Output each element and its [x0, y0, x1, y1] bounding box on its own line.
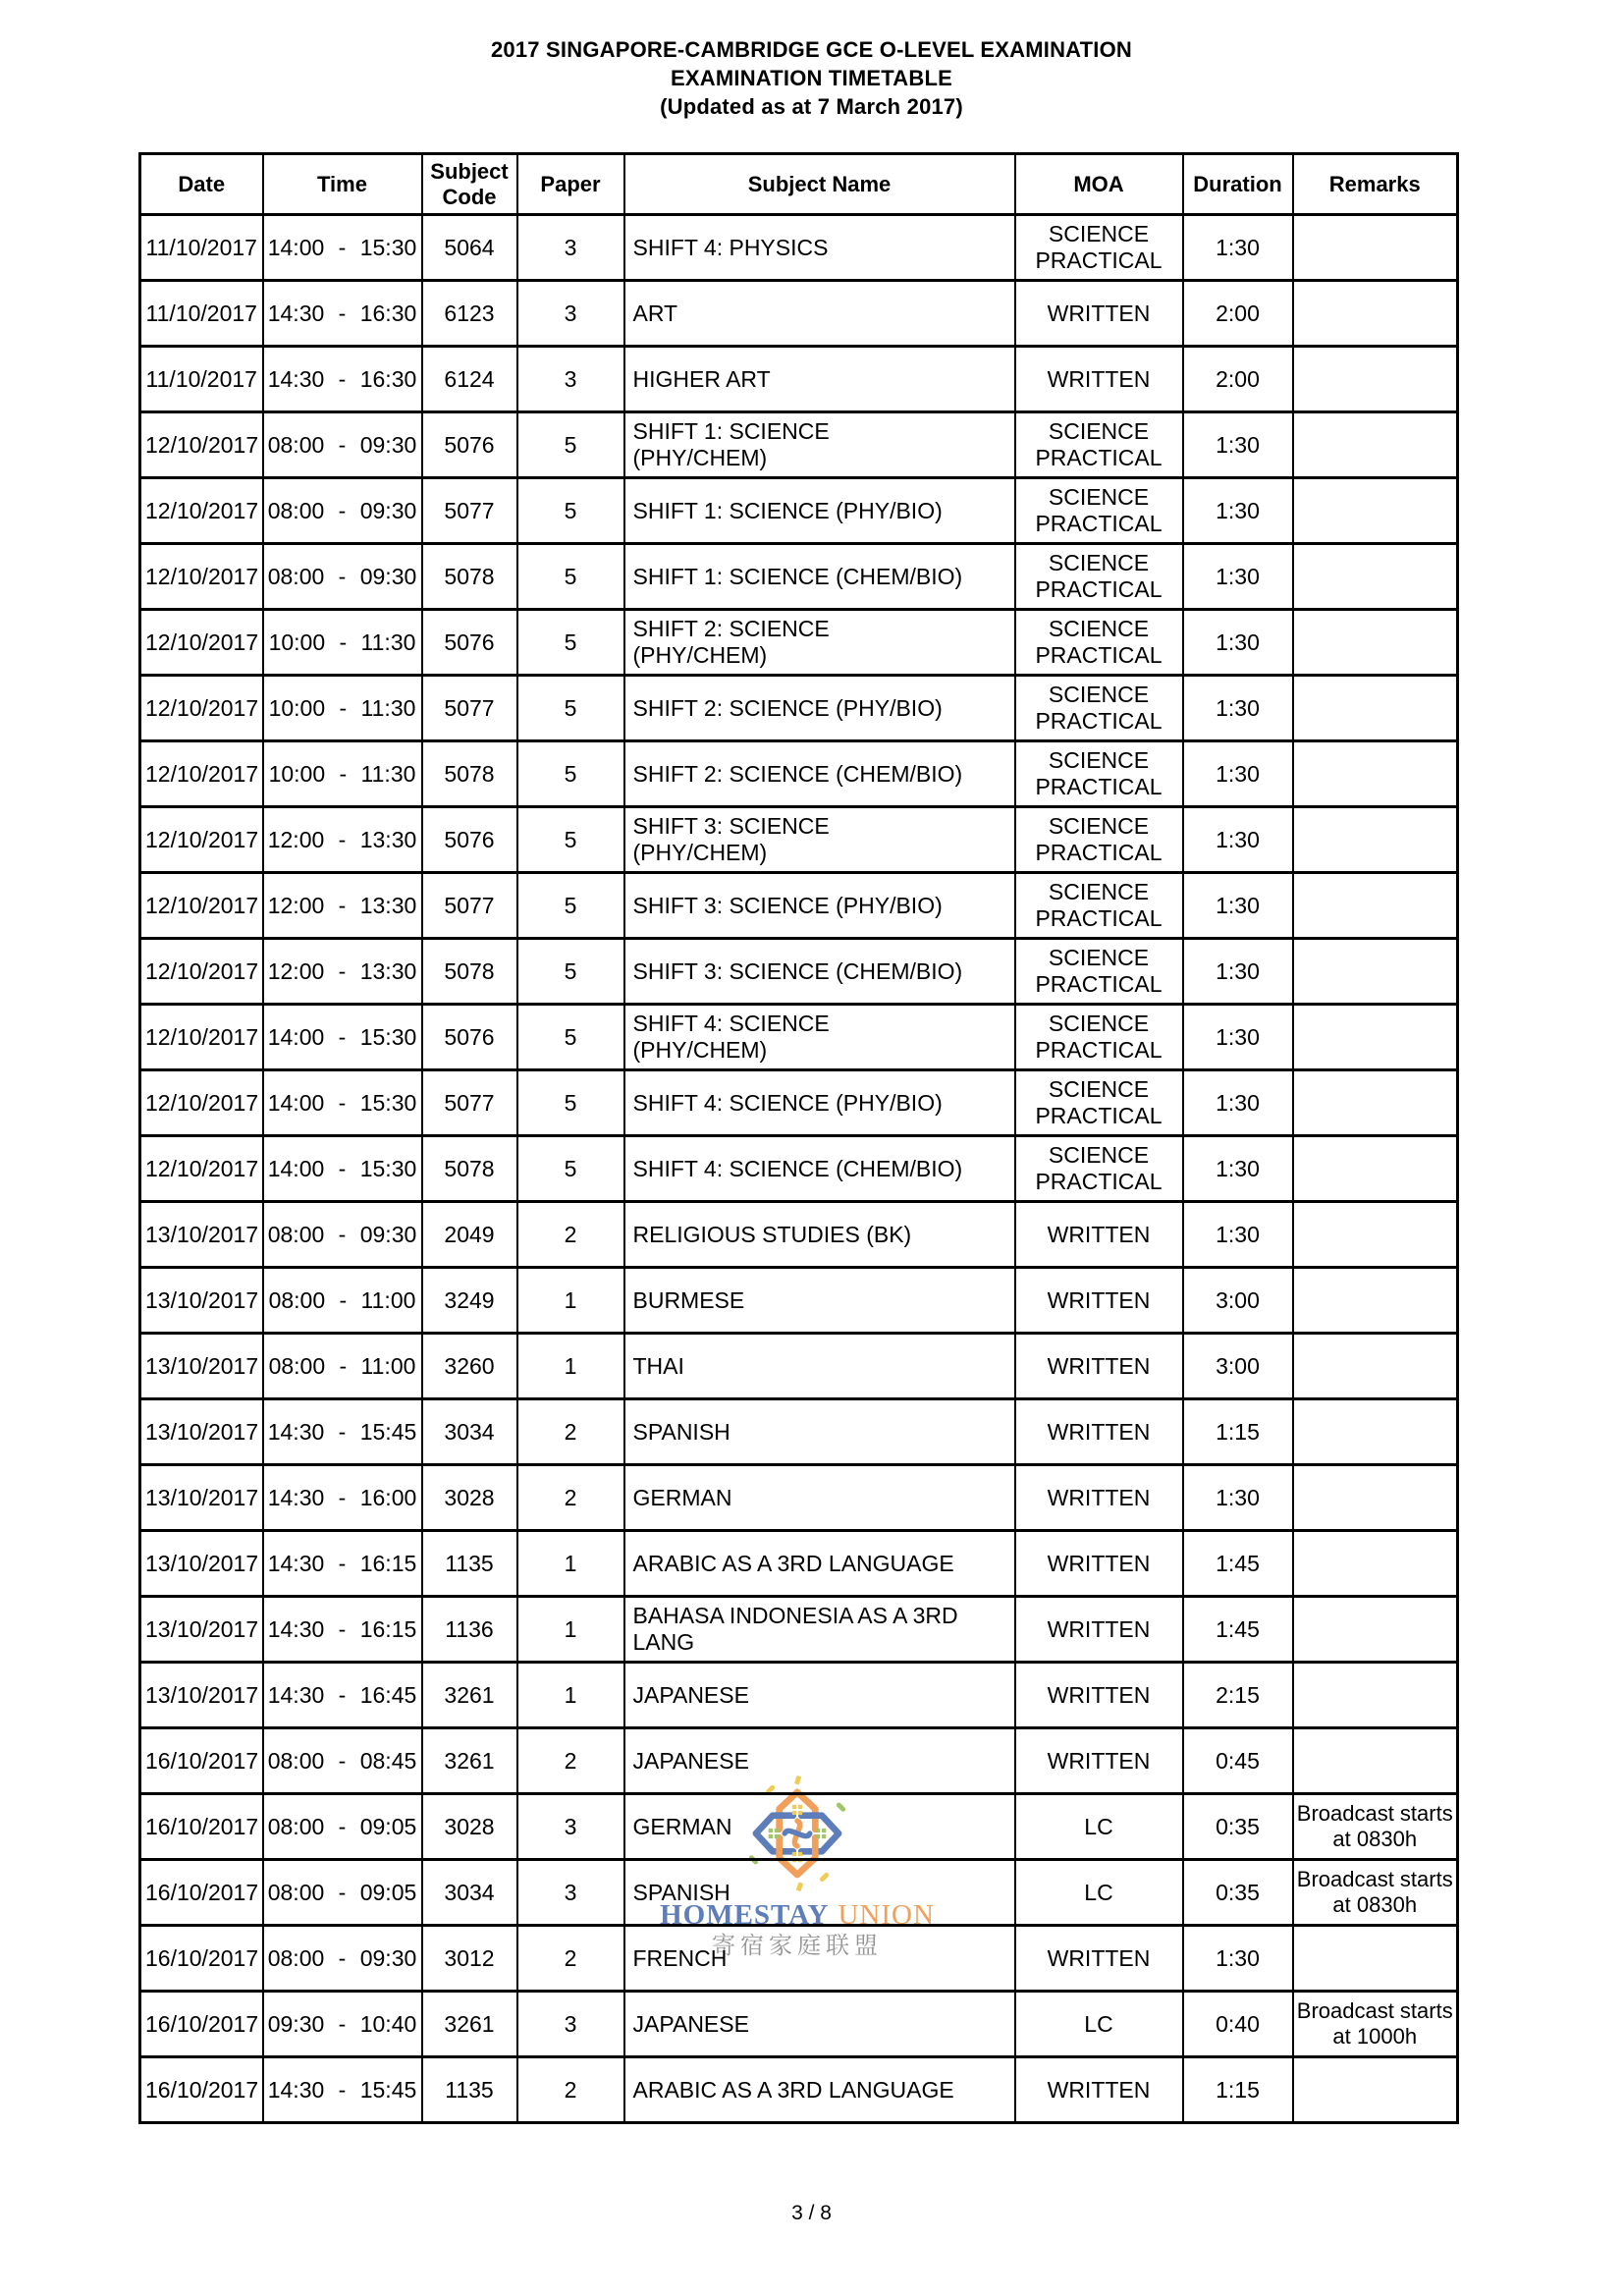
cell-moa: LC — [1015, 1794, 1183, 1860]
cell-time: 12:00 - 13:30 — [263, 939, 422, 1005]
cell-remarks — [1293, 1465, 1458, 1531]
table-row — [140, 1728, 1458, 1794]
cell-date: 12/10/2017 — [140, 1005, 263, 1070]
cell-code: 5078 — [422, 741, 517, 807]
cell-time: 14:00 - 15:30 — [263, 1070, 422, 1136]
table-row — [140, 2057, 1458, 2123]
cell-paper: 3 — [517, 215, 624, 281]
cell-moa: WRITTEN — [1015, 1597, 1183, 1663]
cell-paper: 2 — [517, 2057, 624, 2123]
cell-time: 08:00 - 09:30 — [263, 1202, 422, 1268]
table-row — [140, 1860, 1458, 1926]
cell-duration: 1:30 — [1183, 1202, 1293, 1268]
table-row — [140, 347, 1458, 412]
column-header-name: Subject Name — [624, 154, 1015, 215]
cell-duration: 1:30 — [1183, 215, 1293, 281]
cell-paper: 5 — [517, 1136, 624, 1202]
cell-code: 5076 — [422, 610, 517, 676]
cell-moa: SCIENCE PRACTICAL — [1015, 478, 1183, 544]
cell-paper: 2 — [517, 1728, 624, 1794]
cell-remarks — [1293, 1531, 1458, 1597]
cell-time: 14:30 - 16:45 — [263, 1663, 422, 1728]
column-header-code: Subject Code — [422, 154, 517, 215]
cell-code: 1135 — [422, 1531, 517, 1597]
cell-date: 13/10/2017 — [140, 1268, 263, 1334]
cell-name: SHIFT 3: SCIENCE (PHY/BIO) — [624, 873, 1015, 939]
cell-moa: WRITTEN — [1015, 1202, 1183, 1268]
cell-duration: 0:40 — [1183, 1992, 1293, 2057]
cell-moa: SCIENCE PRACTICAL — [1015, 1136, 1183, 1202]
cell-name: SHIFT 4: SCIENCE (PHY/CHEM) — [624, 1005, 1015, 1070]
cell-code: 5064 — [422, 215, 517, 281]
cell-moa: SCIENCE PRACTICAL — [1015, 1070, 1183, 1136]
cell-date: 12/10/2017 — [140, 939, 263, 1005]
cell-moa: WRITTEN — [1015, 1334, 1183, 1399]
table-row — [140, 1663, 1458, 1728]
cell-date: 12/10/2017 — [140, 741, 263, 807]
cell-paper: 5 — [517, 939, 624, 1005]
cell-code: 3028 — [422, 1465, 517, 1531]
cell-time: 14:00 - 15:30 — [263, 1136, 422, 1202]
cell-remarks — [1293, 1005, 1458, 1070]
cell-duration: 1:30 — [1183, 807, 1293, 873]
cell-remarks — [1293, 1268, 1458, 1334]
cell-time: 08:00 - 11:00 — [263, 1334, 422, 1399]
cell-duration: 1:30 — [1183, 1005, 1293, 1070]
cell-duration: 1:30 — [1183, 1070, 1293, 1136]
table-row — [140, 1005, 1458, 1070]
cell-date: 11/10/2017 — [140, 281, 263, 347]
table-row — [140, 1597, 1458, 1663]
cell-moa: WRITTEN — [1015, 1531, 1183, 1597]
cell-remarks — [1293, 1202, 1458, 1268]
cell-name: JAPANESE — [624, 1992, 1015, 2057]
cell-code: 1135 — [422, 2057, 517, 2123]
updated-date-note: (Updated as at 7 March 2017) — [660, 94, 963, 119]
table-row — [140, 610, 1458, 676]
cell-remarks — [1293, 1070, 1458, 1136]
cell-date: 12/10/2017 — [140, 610, 263, 676]
cell-moa: LC — [1015, 1992, 1183, 2057]
cell-date: 13/10/2017 — [140, 1663, 263, 1728]
cell-date: 13/10/2017 — [140, 1531, 263, 1597]
cell-time: 10:00 - 11:30 — [263, 676, 422, 741]
document-title: 2017 SINGAPORE-CAMBRIDGE GCE O-LEVEL EXAMINATION — [491, 37, 1132, 62]
cell-date: 12/10/2017 — [140, 873, 263, 939]
cell-name: HIGHER ART — [624, 347, 1015, 412]
cell-duration: 1:30 — [1183, 610, 1293, 676]
cell-date: 13/10/2017 — [140, 1399, 263, 1465]
cell-name: GERMAN — [624, 1794, 1015, 1860]
cell-code: 3034 — [422, 1399, 517, 1465]
cell-remarks — [1293, 939, 1458, 1005]
cell-time: 08:00 - 09:05 — [263, 1860, 422, 1926]
cell-date: 11/10/2017 — [140, 215, 263, 281]
cell-time: 08:00 - 09:30 — [263, 1926, 422, 1992]
cell-remarks — [1293, 741, 1458, 807]
cell-time: 12:00 - 13:30 — [263, 807, 422, 873]
table-row — [140, 478, 1458, 544]
cell-paper: 2 — [517, 1465, 624, 1531]
cell-duration: 0:35 — [1183, 1794, 1293, 1860]
cell-moa: SCIENCE PRACTICAL — [1015, 1005, 1183, 1070]
cell-duration: 2:15 — [1183, 1663, 1293, 1728]
cell-code: 3261 — [422, 1728, 517, 1794]
cell-name: GERMAN — [624, 1465, 1015, 1531]
cell-paper: 5 — [517, 478, 624, 544]
cell-name: THAI — [624, 1334, 1015, 1399]
cell-date: 12/10/2017 — [140, 1070, 263, 1136]
watermark-brand-primary: HOMESTAY — [660, 1899, 830, 1931]
table-row — [140, 1202, 1458, 1268]
cell-remarks — [1293, 1597, 1458, 1663]
cell-name: JAPANESE — [624, 1663, 1015, 1728]
cell-time: 14:30 - 16:30 — [263, 281, 422, 347]
cell-duration: 3:00 — [1183, 1268, 1293, 1334]
cell-duration: 1:30 — [1183, 1926, 1293, 1992]
cell-date: 13/10/2017 — [140, 1202, 263, 1268]
cell-moa: WRITTEN — [1015, 347, 1183, 412]
cell-paper: 5 — [517, 1070, 624, 1136]
table-row — [140, 1399, 1458, 1465]
cell-moa: WRITTEN — [1015, 1268, 1183, 1334]
cell-moa: SCIENCE PRACTICAL — [1015, 873, 1183, 939]
cell-remarks — [1293, 610, 1458, 676]
document-header — [0, 35, 1623, 121]
cell-time: 14:00 - 15:30 — [263, 215, 422, 281]
cell-code: 3012 — [422, 1926, 517, 1992]
cell-moa: SCIENCE PRACTICAL — [1015, 610, 1183, 676]
cell-time: 08:00 - 11:00 — [263, 1268, 422, 1334]
cell-remarks — [1293, 807, 1458, 873]
cell-time: 14:30 - 16:00 — [263, 1465, 422, 1531]
cell-code: 5078 — [422, 544, 517, 610]
cell-name: SHIFT 2: SCIENCE (CHEM/BIO) — [624, 741, 1015, 807]
cell-duration: 1:30 — [1183, 412, 1293, 478]
cell-time: 14:30 - 16:30 — [263, 347, 422, 412]
column-header-remarks: Remarks — [1293, 154, 1458, 215]
table-row — [140, 1531, 1458, 1597]
cell-name: SPANISH — [624, 1399, 1015, 1465]
cell-code: 5077 — [422, 873, 517, 939]
cell-duration: 1:30 — [1183, 544, 1293, 610]
table-row — [140, 741, 1458, 807]
cell-duration: 2:00 — [1183, 347, 1293, 412]
cell-moa: WRITTEN — [1015, 1926, 1183, 1992]
cell-date: 13/10/2017 — [140, 1465, 263, 1531]
column-header-time: Time — [263, 154, 422, 215]
cell-date: 13/10/2017 — [140, 1597, 263, 1663]
cell-remarks: Broadcast starts at 0830h — [1293, 1860, 1458, 1926]
cell-code: 5076 — [422, 807, 517, 873]
cell-name: SHIFT 4: SCIENCE (CHEM/BIO) — [624, 1136, 1015, 1202]
table-row — [140, 873, 1458, 939]
cell-paper: 5 — [517, 676, 624, 741]
cell-paper: 1 — [517, 1334, 624, 1399]
cell-duration: 1:30 — [1183, 676, 1293, 741]
cell-duration: 1:30 — [1183, 939, 1293, 1005]
cell-paper: 5 — [517, 544, 624, 610]
watermark-brand-secondary: UNION — [838, 1899, 935, 1931]
cell-duration: 2:00 — [1183, 281, 1293, 347]
cell-code: 6124 — [422, 347, 517, 412]
cell-duration: 1:30 — [1183, 741, 1293, 807]
cell-time: 14:30 - 16:15 — [263, 1597, 422, 1663]
cell-time: 10:00 - 11:30 — [263, 610, 422, 676]
cell-code: 5077 — [422, 478, 517, 544]
cell-time: 10:00 - 11:30 — [263, 741, 422, 807]
table-row — [140, 1794, 1458, 1860]
cell-time: 14:30 - 16:15 — [263, 1531, 422, 1597]
cell-time: 14:30 - 15:45 — [263, 2057, 422, 2123]
cell-remarks — [1293, 1399, 1458, 1465]
cell-paper: 1 — [517, 1597, 624, 1663]
cell-date: 12/10/2017 — [140, 544, 263, 610]
cell-paper: 1 — [517, 1663, 624, 1728]
cell-name: ARABIC AS A 3RD LANGUAGE — [624, 1531, 1015, 1597]
cell-code: 2049 — [422, 1202, 517, 1268]
cell-name: RELIGIOUS STUDIES (BK) — [624, 1202, 1015, 1268]
cell-date: 12/10/2017 — [140, 807, 263, 873]
table-row — [140, 544, 1458, 610]
cell-remarks — [1293, 544, 1458, 610]
cell-code: 5076 — [422, 412, 517, 478]
cell-name: SHIFT 3: SCIENCE (PHY/CHEM) — [624, 807, 1015, 873]
cell-remarks — [1293, 2057, 1458, 2123]
cell-name: FRENCH — [624, 1926, 1015, 1992]
cell-date: 12/10/2017 — [140, 478, 263, 544]
table-row — [140, 1992, 1458, 2057]
cell-code: 3260 — [422, 1334, 517, 1399]
cell-code: 3028 — [422, 1794, 517, 1860]
cell-remarks — [1293, 1334, 1458, 1399]
cell-paper: 3 — [517, 1794, 624, 1860]
cell-paper: 2 — [517, 1399, 624, 1465]
cell-remarks — [1293, 412, 1458, 478]
cell-name: ART — [624, 281, 1015, 347]
cell-name: BAHASA INDONESIA AS A 3RD LANG — [624, 1597, 1015, 1663]
cell-remarks — [1293, 1926, 1458, 1992]
cell-date: 13/10/2017 — [140, 1334, 263, 1399]
cell-paper: 5 — [517, 610, 624, 676]
page-number: 3 / 8 — [791, 2202, 832, 2224]
cell-duration: 1:30 — [1183, 478, 1293, 544]
cell-duration: 0:35 — [1183, 1860, 1293, 1926]
table-row — [140, 412, 1458, 478]
cell-paper: 1 — [517, 1531, 624, 1597]
cell-date: 16/10/2017 — [140, 1728, 263, 1794]
cell-moa: WRITTEN — [1015, 1728, 1183, 1794]
table-row — [140, 1268, 1458, 1334]
cell-time: 08:00 - 09:30 — [263, 544, 422, 610]
cell-date: 16/10/2017 — [140, 1860, 263, 1926]
cell-remarks — [1293, 478, 1458, 544]
cell-duration: 0:45 — [1183, 1728, 1293, 1794]
cell-paper: 2 — [517, 1202, 624, 1268]
column-header-date: Date — [140, 154, 263, 215]
cell-time: 08:00 - 09:30 — [263, 412, 422, 478]
table-row — [140, 939, 1458, 1005]
column-header-paper: Paper — [517, 154, 624, 215]
cell-paper: 3 — [517, 281, 624, 347]
cell-moa: WRITTEN — [1015, 1399, 1183, 1465]
cell-duration: 3:00 — [1183, 1334, 1293, 1399]
cell-date: 11/10/2017 — [140, 347, 263, 412]
cell-moa: SCIENCE PRACTICAL — [1015, 544, 1183, 610]
table-row — [140, 1465, 1458, 1531]
cell-name: BURMESE — [624, 1268, 1015, 1334]
cell-time: 14:00 - 15:30 — [263, 1005, 422, 1070]
header-row — [140, 154, 1458, 215]
cell-paper: 5 — [517, 807, 624, 873]
column-header-duration: Duration — [1183, 154, 1293, 215]
cell-code: 3034 — [422, 1860, 517, 1926]
cell-moa: SCIENCE PRACTICAL — [1015, 939, 1183, 1005]
table-row — [140, 1926, 1458, 1992]
cell-time: 14:30 - 15:45 — [263, 1399, 422, 1465]
cell-date: 12/10/2017 — [140, 412, 263, 478]
cell-name: SHIFT 1: SCIENCE (CHEM/BIO) — [624, 544, 1015, 610]
watermark-chinese-name: 寄宿家庭联盟 — [712, 1933, 883, 1959]
cell-name: SHIFT 1: SCIENCE (PHY/CHEM) — [624, 412, 1015, 478]
cell-name: SHIFT 2: SCIENCE (PHY/CHEM) — [624, 610, 1015, 676]
table-row — [140, 1334, 1458, 1399]
cell-time: 09:30 - 10:40 — [263, 1992, 422, 2057]
cell-name: SHIFT 2: SCIENCE (PHY/BIO) — [624, 676, 1015, 741]
table-row — [140, 1070, 1458, 1136]
cell-moa: SCIENCE PRACTICAL — [1015, 215, 1183, 281]
cell-name: SHIFT 3: SCIENCE (CHEM/BIO) — [624, 939, 1015, 1005]
cell-moa: WRITTEN — [1015, 1465, 1183, 1531]
cell-remarks — [1293, 1663, 1458, 1728]
cell-code: 5078 — [422, 1136, 517, 1202]
document-subtitle: EXAMINATION TIMETABLE — [671, 66, 952, 90]
cell-date: 12/10/2017 — [140, 1136, 263, 1202]
timetable-head — [140, 154, 1458, 215]
cell-code: 5078 — [422, 939, 517, 1005]
timetable-body — [140, 215, 1458, 2123]
cell-remarks — [1293, 215, 1458, 281]
cell-duration: 1:30 — [1183, 1136, 1293, 1202]
cell-time: 08:00 - 08:45 — [263, 1728, 422, 1794]
cell-paper: 2 — [517, 1926, 624, 1992]
table-row — [140, 676, 1458, 741]
cell-duration: 1:15 — [1183, 2057, 1293, 2123]
cell-remarks — [1293, 1136, 1458, 1202]
cell-duration: 1:30 — [1183, 873, 1293, 939]
cell-paper: 3 — [517, 1860, 624, 1926]
cell-code: 5076 — [422, 1005, 517, 1070]
cell-date: 12/10/2017 — [140, 676, 263, 741]
cell-name: ARABIC AS A 3RD LANGUAGE — [624, 2057, 1015, 2123]
cell-moa: SCIENCE PRACTICAL — [1015, 741, 1183, 807]
cell-remarks: Broadcast starts at 0830h — [1293, 1794, 1458, 1860]
cell-duration: 1:15 — [1183, 1399, 1293, 1465]
cell-date: 16/10/2017 — [140, 2057, 263, 2123]
cell-paper: 5 — [517, 412, 624, 478]
cell-moa: SCIENCE PRACTICAL — [1015, 676, 1183, 741]
cell-remarks — [1293, 873, 1458, 939]
cell-code: 5077 — [422, 676, 517, 741]
cell-date: 16/10/2017 — [140, 1794, 263, 1860]
cell-moa: WRITTEN — [1015, 281, 1183, 347]
cell-time: 08:00 - 09:30 — [263, 478, 422, 544]
cell-duration: 1:45 — [1183, 1531, 1293, 1597]
cell-duration: 1:30 — [1183, 1465, 1293, 1531]
cell-moa: SCIENCE PRACTICAL — [1015, 807, 1183, 873]
cell-code: 6123 — [422, 281, 517, 347]
cell-remarks — [1293, 281, 1458, 347]
cell-moa: LC — [1015, 1860, 1183, 1926]
table-row — [140, 215, 1458, 281]
cell-code: 1136 — [422, 1597, 517, 1663]
cell-code: 3261 — [422, 1992, 517, 2057]
cell-name: SHIFT 4: PHYSICS — [624, 215, 1015, 281]
cell-name: SHIFT 4: SCIENCE (PHY/BIO) — [624, 1070, 1015, 1136]
cell-paper: 3 — [517, 1992, 624, 2057]
cell-remarks — [1293, 1728, 1458, 1794]
cell-name: SHIFT 1: SCIENCE (PHY/BIO) — [624, 478, 1015, 544]
cell-moa: WRITTEN — [1015, 1663, 1183, 1728]
cell-time: 12:00 - 13:30 — [263, 873, 422, 939]
exam-timetable — [138, 152, 1459, 2124]
table-row — [140, 281, 1458, 347]
cell-date: 16/10/2017 — [140, 1992, 263, 2057]
cell-time: 08:00 - 09:05 — [263, 1794, 422, 1860]
cell-name: JAPANESE — [624, 1728, 1015, 1794]
table-row — [140, 807, 1458, 873]
cell-code: 5077 — [422, 1070, 517, 1136]
cell-paper: 5 — [517, 741, 624, 807]
cell-duration: 1:45 — [1183, 1597, 1293, 1663]
cell-code: 3249 — [422, 1268, 517, 1334]
cell-paper: 5 — [517, 873, 624, 939]
cell-code: 3261 — [422, 1663, 517, 1728]
cell-date: 16/10/2017 — [140, 1926, 263, 1992]
cell-paper: 1 — [517, 1268, 624, 1334]
cell-moa: SCIENCE PRACTICAL — [1015, 412, 1183, 478]
cell-remarks: Broadcast starts at 1000h — [1293, 1992, 1458, 2057]
cell-moa: WRITTEN — [1015, 2057, 1183, 2123]
column-header-moa: MOA — [1015, 154, 1183, 215]
cell-paper: 5 — [517, 1005, 624, 1070]
cell-name: SPANISH — [624, 1860, 1015, 1926]
cell-remarks — [1293, 347, 1458, 412]
cell-remarks — [1293, 676, 1458, 741]
table-row — [140, 1136, 1458, 1202]
cell-paper: 3 — [517, 347, 624, 412]
